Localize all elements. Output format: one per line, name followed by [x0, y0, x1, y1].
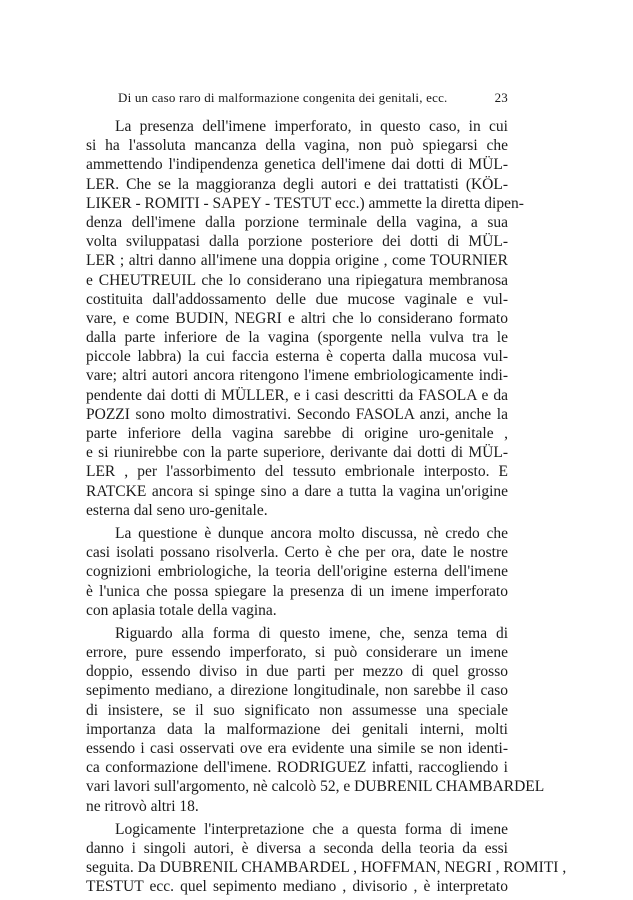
body-text	[86, 117, 567, 897]
text-line: costituita dall'addossamento delle due mucose vaginale e vul-	[86, 290, 508, 308]
text-line: è l'unica che possa spiegare la presenza di un imene imperforato	[86, 582, 508, 600]
text-line: di insistere, se il suo significato non assumesse una speciale	[86, 701, 508, 719]
text-line: TESTUT ecc. quel sepimento mediano , divisorio , è interpretato	[86, 878, 508, 896]
text-line: seguita. Da DUBRENIL CHAMBARDEL , HOFFMAN, NEGRI , ROMITI ,	[86, 859, 567, 877]
text-line: e si riunirebbe con la parte superiore, derivante dai dotti di MÜL-	[86, 444, 508, 462]
text-line: LER ; altri danno all'imene una doppia origine , come TOURNIER	[86, 252, 508, 270]
text-line: LIKER - ROMITI - SAPEY - TESTUT ecc.) ammette la diretta dipen-	[86, 194, 524, 212]
text-line: dalla parte inferiore de la vagina (sporgente nella vulva tra le	[86, 329, 508, 347]
text-line: piccole labbra) la cui faccia esterna è coperta dalla mucosa vul-	[86, 348, 508, 366]
running-header	[118, 90, 508, 106]
text-line: vare, e come BUDIN, NEGRI e altri che lo considerano formato	[86, 309, 508, 327]
paragraph	[86, 624, 545, 816]
text-line: essendo i casi osservati ove era evidente una simile se non identi-	[86, 740, 508, 757]
text-line: ne ritrovò altri 18.	[86, 797, 199, 815]
text-line: si ha l'assoluta mancanza della vagina, non può spiegarsi che	[86, 137, 508, 155]
text-line: pendente dai dotti di MÜLLER, e i casi descritti da FASOLA e da	[86, 386, 508, 404]
text-line: parte inferiore della vagina sarebbe di origine uro-genitale ,	[86, 425, 508, 442]
text-line: LER. Che se la maggioranza degli autori e dei trattatisti (KÖL-	[86, 175, 508, 193]
paragraph	[86, 524, 508, 620]
text-line: e CHEUTREUIL che lo considerano una ripiegatura membranosa	[86, 271, 508, 289]
running-title: Di un caso raro di malformazione congenita dei genitali, ecc.	[118, 90, 448, 105]
text-line: La questione è dunque ancora molto discussa, nè credo che	[115, 524, 508, 542]
text-line: ca conformazione dell'imene. RODRIGUEZ infatti, raccogliendo i	[86, 759, 508, 777]
text-line: LER , per l'assorbimento del tessuto embrionale interposto. E	[86, 463, 508, 481]
text-line: vare; altri autori ancora ritengono l'imene embriologicamente indi-	[86, 367, 508, 385]
text-line: cognizioni embriologiche, la teoria dell'origine esterna dell'imene	[86, 563, 508, 581]
page-number: 23	[494, 90, 508, 105]
text-line: importanza data la malformazione dei genitali interni, molti	[86, 720, 508, 738]
text-line: danno i singoli autori, è diversa a seconda della teoria da essi	[86, 839, 508, 857]
text-line: La presenza dell'imene imperforato, in questo caso, in cui	[115, 118, 508, 135]
text-line: doppio, essendo diviso in due parti per mezzo di quel grosso	[86, 663, 508, 681]
text-line: POZZI sono molto dimostrativi. Secondo FASOLA anzi, anche la	[86, 405, 508, 423]
text-line: denza dell'imene dalla porzione terminale della vagina, a sua	[86, 213, 508, 231]
text-line: con aplasia totale della vagina.	[86, 601, 277, 619]
text-line: casi isolati possano risolverla. Certo è che per ora, date le nostre	[86, 544, 508, 562]
paragraph	[86, 820, 567, 897]
text-line: Riguardo alla forma di questo imene, che, senza tema di	[115, 624, 508, 642]
paragraph	[86, 117, 524, 520]
text-line: RATCKE ancora si spinge sino a dare a tutta la vagina un'origine	[86, 482, 508, 500]
text-line: sepimento mediano, a direzione longitudinale, non sarebbe il caso	[86, 682, 508, 700]
text-line: volta sviluppatasi dalla porzione posteriore dei dotti di MÜL-	[86, 233, 508, 251]
text-line: Logicamente l'interpretazione che a questa forma di imene	[115, 820, 508, 838]
text-line: ammettendo l'indipendenza genetica dell'imene dai dotti di MÜL-	[86, 156, 508, 174]
text-line: vari lavori sull'argomento, nè calcolò 52, e DUBRENIL CHAMBARDEL	[86, 778, 545, 796]
text-line: errore, pure essendo imperforato, si può considerare un imene	[86, 644, 508, 662]
text-line: esterna dal seno uro-genitale.	[86, 501, 268, 519]
